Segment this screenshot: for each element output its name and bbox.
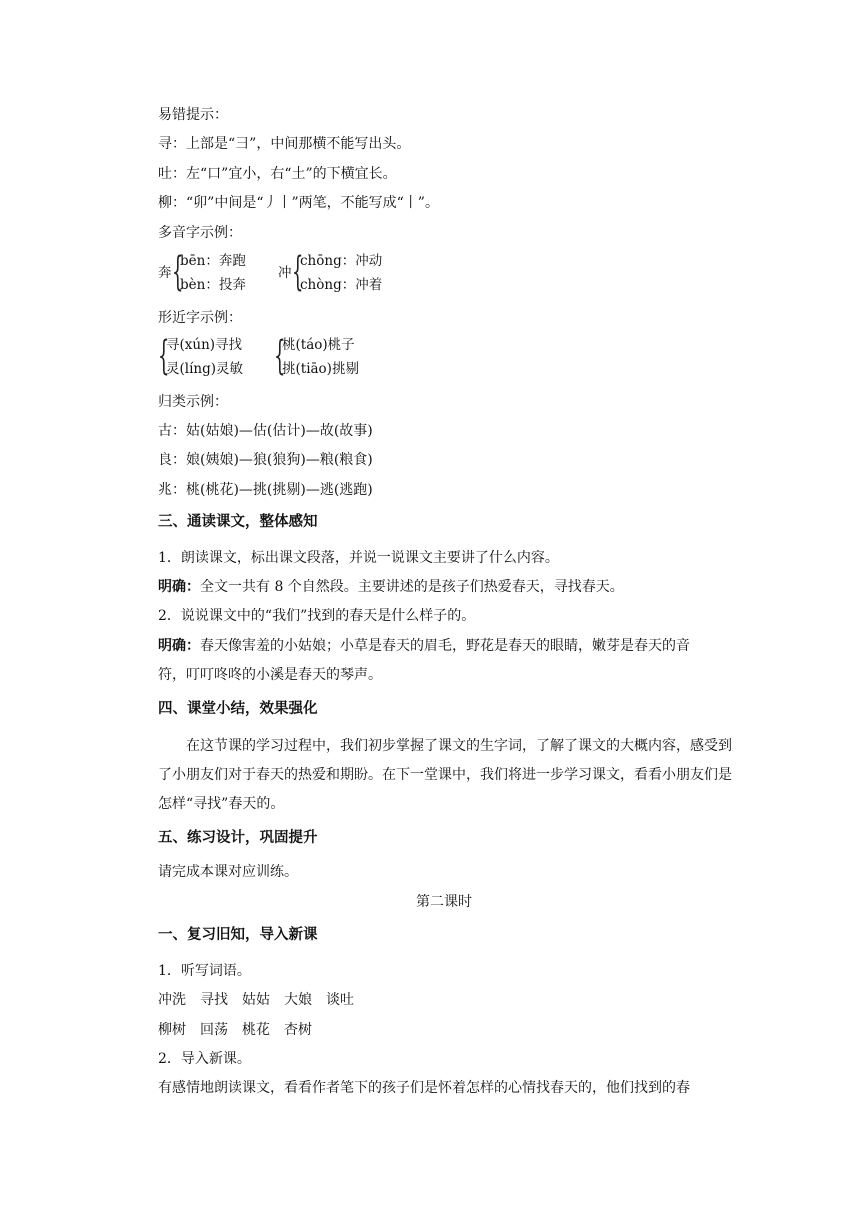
polyphone-char: 奔 xyxy=(158,265,172,281)
answer-2-cont: 符，叮叮咚咚的小溪是春天的琴声。 xyxy=(158,667,382,683)
brace-icon: { xyxy=(172,249,184,295)
hint-line-1: 寻：上部是“⺕”，中间那横不能写出头。 xyxy=(158,136,411,152)
word-list-1: 冲洗 寻找 姑姑 大娘 谈吐 xyxy=(158,992,354,1008)
similar-item: 桃(táo)桃子 xyxy=(282,337,355,353)
polyphone-group xyxy=(278,249,408,296)
classify-line-2: 良：娘(姨娘)—狼(狼狗)—粮(粮食) xyxy=(158,452,373,468)
hint-line-3: 柳：“卯”中间是“丿丨”两笔，不能写成“丨”。 xyxy=(158,195,439,211)
similar-title: 形近字示例： xyxy=(158,310,242,326)
hint-title: 易错提示： xyxy=(158,107,228,123)
section-heading: 四、课堂小结，效果强化 xyxy=(158,701,318,717)
classify-line-3: 兆：桃(桃花)—挑(挑剔)—逃(逃跑) xyxy=(158,482,373,498)
brace-icon: { xyxy=(158,333,170,379)
section-heading: 三、通读课文，整体感知 xyxy=(158,514,318,530)
lesson-title: 第二课时 xyxy=(416,894,472,910)
section-heading: 一、复习旧知，导入新课 xyxy=(158,927,318,943)
summary-paragraph: 在这节课的学习过程中，我们初步掌握了课文的生字词，了解了课文的大概内容，感受到了小朋友们对于春天的热爱和期盼。在下一堂课中，我们将进一步学习课文，看看小朋友们是怎样“寻找”春天的。 xyxy=(158,738,732,812)
review-item-1: 1．听写词语。 xyxy=(158,963,251,979)
answer-text: 春天像害羞的小姑娘；小草是春天的眉毛，野花是春天的眼睛，嫩芽是春天的音 xyxy=(200,638,690,654)
polyphone-char: 冲 xyxy=(278,265,292,281)
similar-item: 寻(xún)寻找 xyxy=(166,337,243,353)
brace-icon: { xyxy=(274,333,286,379)
similar-item: 挑(tiāo)挑剔 xyxy=(282,361,359,377)
last-line: 有感情地朗读课文，看看作者笔下的孩子们是怀着怎样的心情找春天的，他们找到的春 xyxy=(158,1080,690,1096)
answer-label: 明确： xyxy=(158,579,200,595)
similar-group xyxy=(274,333,384,380)
question-2: 2．说说课文中的“我们”找到的春天是什么样子的。 xyxy=(158,608,476,624)
polyphone-reading: bēn：奔跑 xyxy=(180,253,246,269)
polyphone-reading: bèn：投奔 xyxy=(180,277,246,293)
answer-2 xyxy=(158,637,690,655)
classify-title: 归类示例： xyxy=(158,394,228,410)
polyphone-reading: chōng：冲动 xyxy=(300,253,383,269)
similar-item: 灵(líng)灵敏 xyxy=(166,361,244,377)
polyphone-title: 多音字示例： xyxy=(158,225,242,241)
answer-1 xyxy=(158,578,624,596)
brace-icon: { xyxy=(292,249,304,295)
practice-text: 请完成本课对应训练。 xyxy=(158,864,298,880)
polyphone-reading: chòng：冲着 xyxy=(300,277,383,293)
section-heading: 五、练习设计，巩固提升 xyxy=(158,830,318,846)
question-1: 1．朗读课文，标出课文段落，并说一说课文主要讲了什么内容。 xyxy=(158,550,559,566)
classify-line-1: 古：姑(姑娘)—估(估计)—故(故事) xyxy=(158,423,373,439)
answer-label: 明确： xyxy=(158,638,200,654)
hint-line-2: 吐：左“口”宜小，右“土”的下横宜长。 xyxy=(158,166,397,182)
polyphone-group xyxy=(158,249,268,296)
review-item-2: 2．导入新课。 xyxy=(158,1051,251,1067)
similar-group xyxy=(158,333,268,380)
answer-text: 全文一共有 8 个自然段。主要讲述的是孩子们热爱春天，寻找春天。 xyxy=(200,579,624,595)
word-list-2: 柳树 回荡 桃花 杏树 xyxy=(158,1022,312,1038)
